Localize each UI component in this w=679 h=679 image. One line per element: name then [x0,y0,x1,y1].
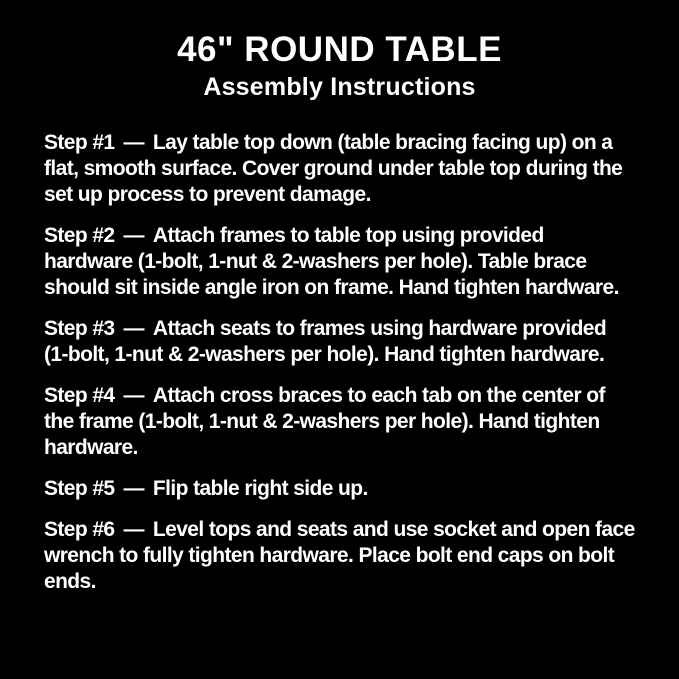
page-title: 46" ROUND TABLE [177,30,502,69]
step-text: Attach cross braces to each tab on the center of the frame (1-bolt, 1-nut & 2-washers per hole). Hand tighten hardware. [44,384,605,459]
step-text: Level tops and seats and use socket and open face wrench to fully tighten hardware. Place bolt end caps on bolt ends. [44,518,635,593]
step-dash: — [123,518,144,541]
step-label: Step #1 [44,131,115,154]
step-dash: — [123,131,144,154]
step-dash: — [123,384,144,407]
step-text: Flip table right side up. [152,477,368,500]
step-item [44,383,635,461]
step-text: Attach frames to table top using provided hardware (1-bolt, 1-nut & 2-washers per hole). Table brace should sit inside angle iron on frame. Hand tighten hardware. [44,224,619,299]
page-subtitle: Assembly Instructions [203,73,476,101]
step-item [44,517,635,595]
step-text: Attach seats to frames using hardware provided (1-bolt, 1-nut & 2-washers per hole). Hand tighten hardware. [44,317,607,366]
poster-header [44,30,635,102]
step-label: Step #3 [44,317,115,340]
step-item [44,130,635,208]
step-dash: — [123,317,144,340]
step-item [44,476,635,502]
step-label: Step #2 [44,224,115,247]
step-item [44,316,635,368]
step-dash: — [123,224,144,247]
step-label: Step #6 [44,518,115,541]
step-label: Step #5 [44,477,115,500]
step-text: Lay table top down (table bracing facing up) on a flat, smooth surface. Cover ground under table top during the set up process to prevent damage. [44,131,623,206]
step-dash: — [123,477,144,500]
steps-list [44,130,635,595]
step-label: Step #4 [44,384,115,407]
step-item [44,223,635,301]
